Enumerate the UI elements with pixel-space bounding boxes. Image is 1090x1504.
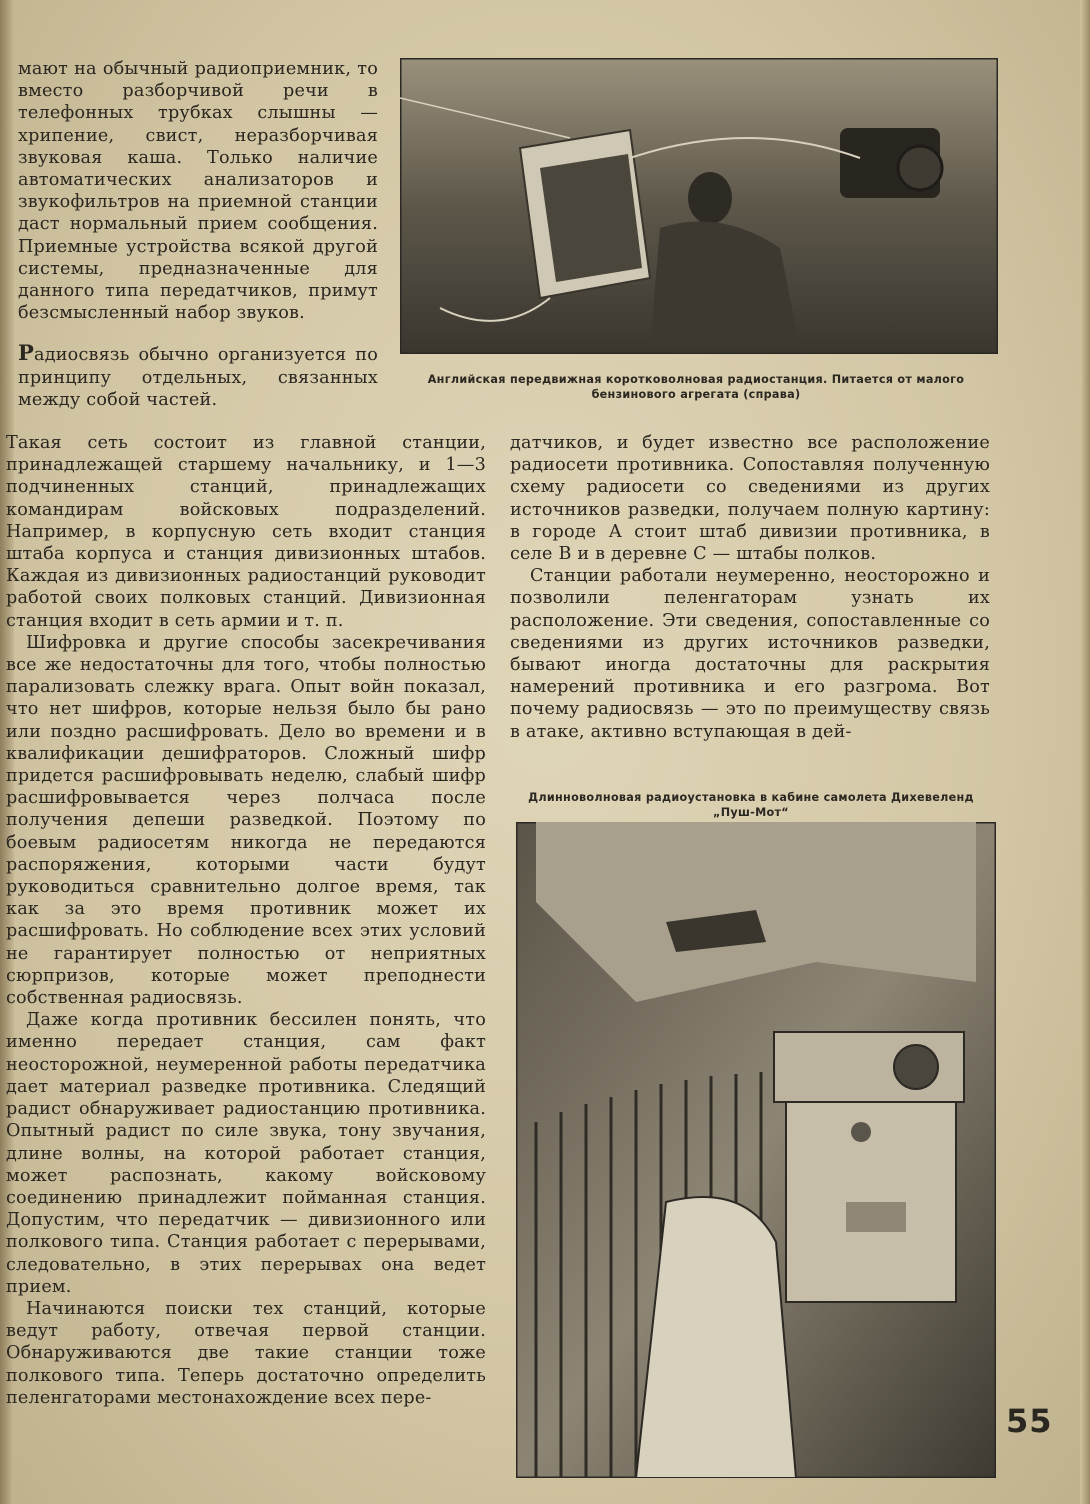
left-column-top — [18, 58, 378, 411]
right-column — [510, 432, 990, 743]
caption-line: бензинового агрегата (справа) — [591, 388, 801, 401]
left-column-bottom — [6, 432, 486, 1409]
paragraph: мают на обычный радиоприемник, то вместо разборчивой речи в телефонных трубках слышны — хрипение, свист, неразборчивая звуковая каша. Только наличие автоматических анализаторов и звукофильтров на приемной станции даст нормальный прием сообщения. Приемные устройства всякой другой системы, предназначенные для данного типа передатчиков, примут безсмысленный набор звуков. — [18, 59, 378, 324]
caption-line: „Пуш-Мот“ — [713, 806, 789, 819]
paragraph: датчиков, и будет известно все расположение радиосети противника. Сопоставляя полученную схему радиосети со сведениями из других источников разведки, получаем полную картину: в городе А стоит штаб дивизии противника, в селе В и в деревне С — штабы полков. — [510, 433, 990, 565]
cockpit-radio-photo — [516, 822, 996, 1478]
paragraph — [18, 342, 378, 411]
top-photo-caption — [388, 372, 1004, 402]
paragraph: Станции работали неумеренно, неосторожно и позволили пеленгаторам узнать их расположение. Эти сведения, сопоставленные со сведениями из других источников разведки, бывают иногда достаточны для раскрытия намерений противника и его разгрома. Вот почему радиосвязь — это по преимуществу связь в атаке, активно вступающая в дей- — [510, 566, 990, 742]
bottom-photo-caption — [506, 790, 996, 820]
paragraph: Шифровка и другие способы засекречивания все же недостаточны для того, чтобы полностью парализовать слежку врага. Опыт войн показал, что нет шифров, которые нельзя было бы рано или поздно расшифровать. Дело во времени и в квалификации дешифраторов. Сложный шифр придется расшифровывать неделю, слабый шифр расшифровывается через полчаса после получения депеши разведкой. Поэтому по боевым радиосетям никогда не передаются распоряжения, которыми части будут руководиться сравнительно долгое время, так как за это время противник может их расшифровать. Но соблюдение всех этих условий не гарантирует полностью от неприятных сюрпризов, которые может преподнести собственная радиосвязь. — [6, 632, 486, 1009]
drop-cap: Р — [18, 340, 34, 366]
caption-line: Длинноволновая радиоустановка в кабине самолета Дихевеленд — [528, 791, 974, 804]
page-right-edge — [1080, 0, 1090, 1504]
paragraph: Начинаются поиски тех станций, которые ведут работу, отвечая первой станции. Обнаруживаются две такие станции тоже полкового типа. Теперь достаточно определить пеленгаторами местонахождение всех пере- — [6, 1298, 486, 1408]
paragraph: Даже когда противник бессилен понять, что именно передает станция, сам факт неосторожной, неумеренной работы передатчика дает материал разведке противника. Следящий радист обнаруживает радиостанцию противника. Опытный радист по силе звука, тону звучания, длине волны, на которой работает станция, может распознать, какому войсковому соединению принадлежит пойманная станция. Допустим, что передатчик — дивизионного или полкового типа. Станция работает с перерывами, следовательно, в этих перерывах она ведет прием. — [6, 1010, 486, 1297]
paragraph: Такая сеть состоит из главной станции, принадлежащей старшему начальнику, и 1—3 подчиненных станций, принадлежащих командирам войсковых подразделений. Например, в корпусную сеть входит станция штаба корпуса и станция дивизионных штабов. Каждая из дивизионных радиостанций руководит работой своих полковых станций. Дивизионная станция входит в сеть армии и т. п. — [6, 433, 486, 631]
radio-station-photo — [400, 58, 998, 354]
paragraph-text: адиосвязь обычно организуется по принципу отдельных, связанных между собой частей. — [18, 345, 378, 410]
caption-line: Английская передвижная коротковолновая радиостанция. Питается от малого — [427, 373, 965, 386]
page-number: 55 — [1006, 1402, 1053, 1440]
